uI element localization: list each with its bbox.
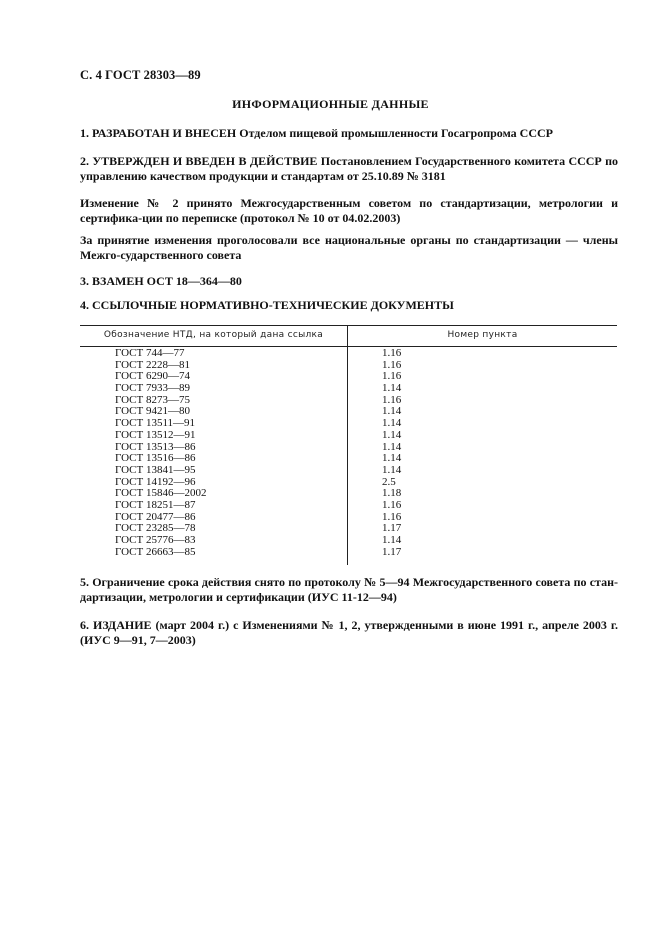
item-approved [80,154,618,184]
document-designation: ГОСТ 13512—91 [115,428,196,441]
clause-number: 1.14 [382,440,402,453]
table-row [80,547,617,559]
clause-number: 1.16 [382,510,402,523]
item-text: Ограничение срока действия снято по протоколу № 5—94 Межгосударственного совета по стан-дартизации, метрологии и сертификации (ИУС 11-12—94) [80,575,618,604]
item-number: 6. [80,618,89,632]
table-top-rule [80,325,617,326]
voting-note: За принятие изменения проголосовали все национальные органы по стандартизации — члены Межго-сударственного совета [80,233,618,262]
table-header-document: Обозначение НТД, на который дана ссылка [103,330,324,340]
clause-number: 1.18 [382,487,402,500]
table-row [80,535,617,547]
item-text: Постановлением Государственного комитета СССР по управлению качеством продукции и стандартам от 25.10.89 № 3181 [80,154,619,183]
document-designation: ГОСТ 13511—91 [115,417,196,430]
table-header-clause: Номер пункта [447,330,518,340]
item-replaced [80,274,618,289]
document-designation: ГОСТ 14192—96 [115,475,196,488]
item-number: 2. [80,154,89,168]
item-developed [80,126,618,141]
amendment-note: Изменение № 2 принято Межгосударственным советом по стандартизации, метрологии и сертифика-ции по переписке (протокол № 10 от 04.02.2003) [80,196,618,225]
item-number: 5. [80,575,89,589]
document-designation: ГОСТ 26663—85 [115,545,196,558]
item-lead: РАЗРАБОТАН И ВНЕСЕН [92,126,237,140]
item-text: Отделом пищевой промышленности Госагропрома СССР [239,126,553,140]
clause-number: 1.17 [382,545,402,558]
clause-number: 1.16 [382,393,402,406]
document-designation: ГОСТ 9421—80 [115,405,190,418]
item-validity [80,575,618,605]
clause-number: 1.14 [382,452,402,465]
document-designation: ГОСТ 25776—83 [115,534,196,546]
document-designation: ГОСТ 2228—81 [115,358,190,371]
clause-number: 1.14 [382,428,402,441]
document-designation: ГОСТ 13513—86 [115,440,196,453]
document-designation: ГОСТ 23285—78 [115,522,196,535]
item-text: (март 2004 г.) с Изменениями № 1, 2, утвержденными в июне 1991 г., апреле 2003 г. (ИУС 9—91, 7—2003) [80,618,619,647]
clause-number: 1.14 [382,405,402,418]
table-row [80,465,617,477]
document-designation: ГОСТ 8273—75 [115,393,190,406]
item-lead: ВЗАМЕН ОСТ 18—364—80 [92,274,242,288]
item-lead: УТВЕРЖДЕН И ВВЕДЕН В ДЕЙСТВИЕ [92,154,318,168]
table-row [80,430,617,442]
table-row [80,500,617,512]
clause-number: 2.5 [382,475,396,488]
clause-number: 1.16 [382,347,402,359]
clause-number: 1.14 [382,417,402,430]
clause-number: 1.16 [382,358,402,371]
clause-number: 1.17 [382,522,402,535]
document-designation: ГОСТ 7933—89 [115,382,190,395]
document-designation: ГОСТ 13516—86 [115,452,196,465]
table-row [80,348,617,360]
references-table [80,325,617,565]
document-designation: ГОСТ 20477—86 [115,510,196,523]
page-title: ИНФОРМАЦИОННЫЕ ДАННЫЕ [232,97,429,111]
item-edition [80,618,618,648]
document-designation: ГОСТ 6290—74 [115,370,190,383]
clause-number: 1.14 [382,534,402,546]
item-lead: ИЗДАНИЕ [93,618,152,632]
clause-number: 1.14 [382,382,402,395]
item-lead: ССЫЛОЧНЫЕ НОРМАТИВНО-ТЕХНИЧЕСКИЕ ДОКУМЕНТЫ [92,298,454,312]
item-references [80,298,618,313]
clause-number: 1.14 [382,463,402,476]
item-number: 1. [80,126,89,140]
document-designation: ГОСТ 744—77 [115,347,185,359]
document-designation: ГОСТ 15846—2002 [115,487,207,500]
item-number: 4. [80,298,89,312]
clause-number: 1.16 [382,370,402,383]
table-body [80,348,617,558]
table-row [80,383,617,395]
clause-number: 1.16 [382,498,402,511]
document-designation: ГОСТ 18251—87 [115,498,196,511]
item-number: 3. [80,274,89,288]
page-header: С. 4 ГОСТ 28303—89 [80,68,201,82]
document-designation: ГОСТ 13841—95 [115,463,196,476]
